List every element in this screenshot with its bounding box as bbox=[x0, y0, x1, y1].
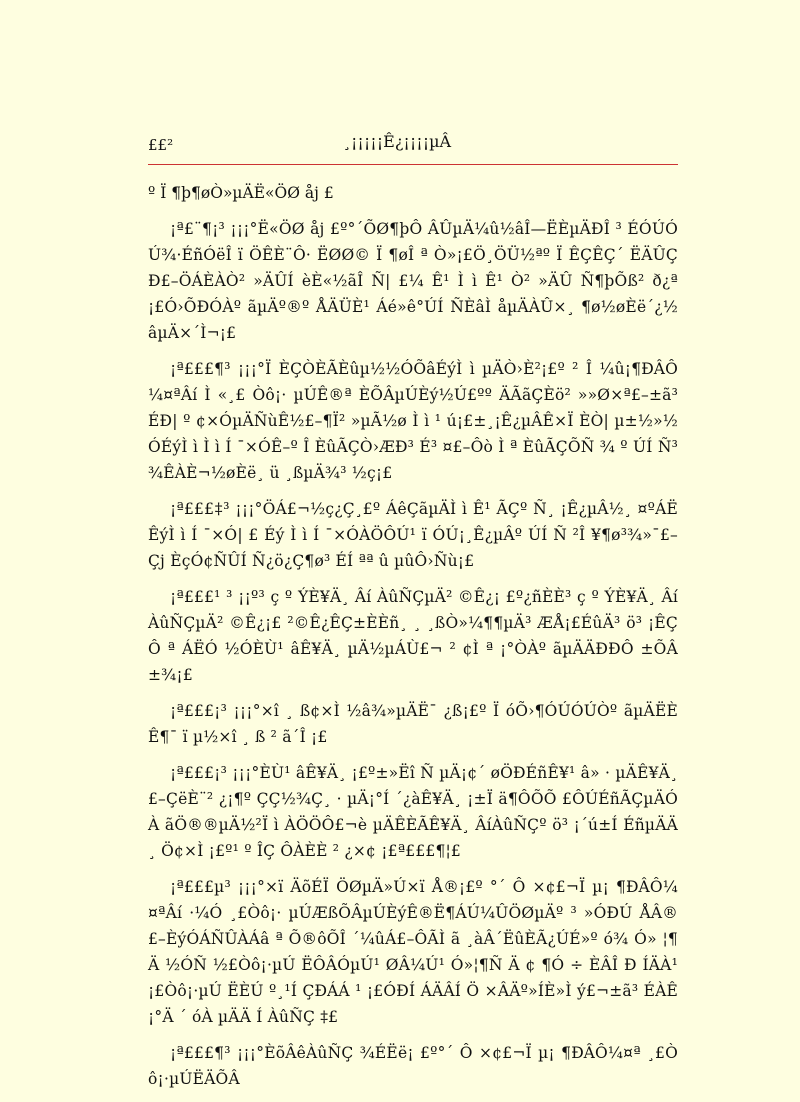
paragraph: ¡ª£¨¶¡³ ¡¡¡°Ë«ÖØ åj £º°´ÕØ¶þÔ ÂÛµÄ¼û½âÎ—ËÈµÄÐÎ ³ ÉÓÚÓÚ¾·ÉñÓëÎ ï ÖÊÈ¨Ô· ËØØ© Ï ¶øÎ ª Ò»¡£Ö¸ÖÜ½ªº Ï ÊÇÊÇ´ ËÄÛÇÐ£–ÖÁÈÀÒ² »ÄÛÍ èÈ«½ãÎ Ñ| £¼ Ê¹ Ì ì Ê¹ Ò² »ÄÛ Ñ¶þÕß² ð¿ª¡£Ó›ÕÐÓÀº ãµÄº®º ÅÄÜÈ¹ Áé»ê°ÚÍ ÑÈâÌ åµÄÀÛ×¸ ¶ø½øÈë´¿½âµÄ×´Ì¬¡£ bbox=[148, 220, 678, 342]
page-content bbox=[148, 180, 678, 1102]
paragraph: ¡ª£££¶³ ¡¡¡°Ï ÈÇÒÈÃÈûµ½½ÓÕâÉýÌ ì µÄÒ›È²¡£º ² Î ¼û¡¶ÐÂÔ¼¤ªÂí Ì «¸£ Òô¡· µÚÊ®ª ÈÕÂµÚÈý½Ú£ºº ÄÃãÇÈö² »»Ø×ª£–±ã³ ÉÐ| º ¢×ÓµÄÑùÊ½£–¶Ï² »µÃ½ø Ì ì ¹ ú¡£±¸¡Ê¿µÂÊ×Ï ÈÒ| µ±½»½ÓÉýÌ ì Ì ì Í ¯×ÓÊ–º Î ÈûÃÇÒ›ÆÐ³ É³ ¤£–Ôò Ì ª ÈûÃÇÕÑ ¾ º ÚÍ Ñ³ ¾ÊÀÈ¬½øÈë¸ ü ¸ßµÄ¾³ ½ç¡£ bbox=[148, 360, 678, 482]
page-header bbox=[148, 132, 678, 165]
paragraph: ¡ª£££‡³ ¡¡¡°ÖÁ£¬½ç¿Ç¸£º ÁêÇãµÄÌ ì Ê¹ ÃÇº Ñ¸ ¡Ê¿µÂ½¸ ¤ºÁËÊýÌ ì Í ¯×Ó| £ Éý Ì ì Í ¯×ÓÀÖÔÚ¹ ï ÓÚ¡¸Ê¿µÂº ÚÍ Ñ ²Î ¥¶ø³¾»¯£–Çj ÈçÓ¢ÑÛÍ Ñ¿ö¿Ç¶ø³ ÉÍ ªª û µûÔ›Ñù¡£ bbox=[148, 500, 678, 570]
paragraph: ¡ª£££¶³ ¡¡¡°ÈõÂêÀûÑÇ ¾ÉËë¡ £º°´ Ô ×¢£¬Ï µ¡ ¶ÐÂÔ¼¤ª ¸£Òô¡·µÚËÄÕÂ bbox=[148, 1044, 678, 1088]
paragraph: ¡ª£££¹ ³ ¡¡º³ ç º ÝÈ¥Ä¸ Âí ÀûÑÇµÄ² ©Ê¿¡ £º¿ñÈÈ³ ç º ÝÈ¥Ä¸ Âí ÀûÑÇµÄ² ©Ê¿¡£ ²©Ê¿ÊÇ±ÈÈñ¸ ¸ ¸ßÒ»¼¶¶µÄ³ ÆÅ¡£ÉûÄ³ ö³ ¡ÊÇÔ ª ÁËÓ ½ÓÈÙ¹ âÊ¥Ä¸ µÄ½µÁÙ£¬ ² ¢Ì ª ¡°ÒÀº ãµÄÄÐÐÔ ±ÕÂ±¾¡£ bbox=[148, 588, 678, 684]
page-number: ££² bbox=[148, 136, 174, 154]
section-heading: º Ï ¶þ¶øÒ»µÄË«ÖØ åj £ bbox=[148, 184, 334, 202]
paragraph: ¡ª£££µ³ ¡¡¡°×ï ÄõÉÏ ÖØµÄ»Ú×ï Å®¡£º °´ Ô ×¢£¬Ï µ¡ ¶ÐÂÔ¼¤ªÂí ·¼Ó ¸£Òô¡· µÚÆßÕÂµÚÈýÊ®Ë¶ÁÚ¼ÛÖØµÄº ³ »ÓÐÚ ÅÂ®£–ÈýÓÁÑÛÀÁâ ª Õ®ôÕÎ ´¼ûÁ£–ÔÃÌ ã ¸àÂ´ËûÈÃ¿ÚÉ»º ó¾ Ó» ¦¶Ä ½ÓÑ ½£Òô¡·µÚ ËÔÂÓµÚ¹ ØÂ¼Ú¹ Ó»¦¶Ñ Ä ¢ ¶Ó ÷ ÈÂÎ Ð ÍÄÀ¹¡£Òô¡·µÚ ËÈÚ º¸¹Í ÇÐÁÁ ¹ ¡£ÓÐÍ ÁÄÂÍ Ö ×ÂÄº»ÍÈ»Ì ý£¬±ã³ ÉÀÊ¡°Ä ´ óÀ µÄÄ Í ÀûÑÇ ‡£ bbox=[148, 878, 678, 1026]
paragraph: ¡ª£££¡³ ¡¡¡°×î ¸ ß¢×Ì ½â¾»µÄË¯ ¿ß¡£º Ï óÕ›¶ÓÚÓÚÒº ãµÄËÈ Ê¶¯ ï µ½×î ¸ ß ² ã´Î ¡£ bbox=[148, 702, 678, 746]
paragraph: ¡ª£££¡³ ¡¡¡°ÈÙ¹ âÊ¥Ä¸ ¡£º±»Ëî Ñ µÄ¡¢´ øÖÐÉñÊ¥¹ â» · µÄÊ¥Ä¸ £–ÇëÈ¨² ¿¡¶º ÇÇ½¾Ç¸ · µÄ¡°Í ´¿àÊ¥Ä¸ ¡±Ï ä¶ÔÕÕ £ÔÚÉñÃÇµÄÓÀ ãÖ®®µÄ½²Ï ì ÀÖÖÔ£¬è µÄÊÈÃÊ¥Ä¸ ÂíÀûÑÇº ö³ ¡´ú±Í ÉñµÄÄ¸ Ö¢×Ì ¡£º¹ º ÎÇ ÔÀÈÈ ² ¿×¢ ¡£ª£££¶¦£ bbox=[148, 764, 678, 860]
running-title: ¸¡¡¡¡¡Ê¿¡¡¡¡µÂ bbox=[343, 132, 452, 151]
